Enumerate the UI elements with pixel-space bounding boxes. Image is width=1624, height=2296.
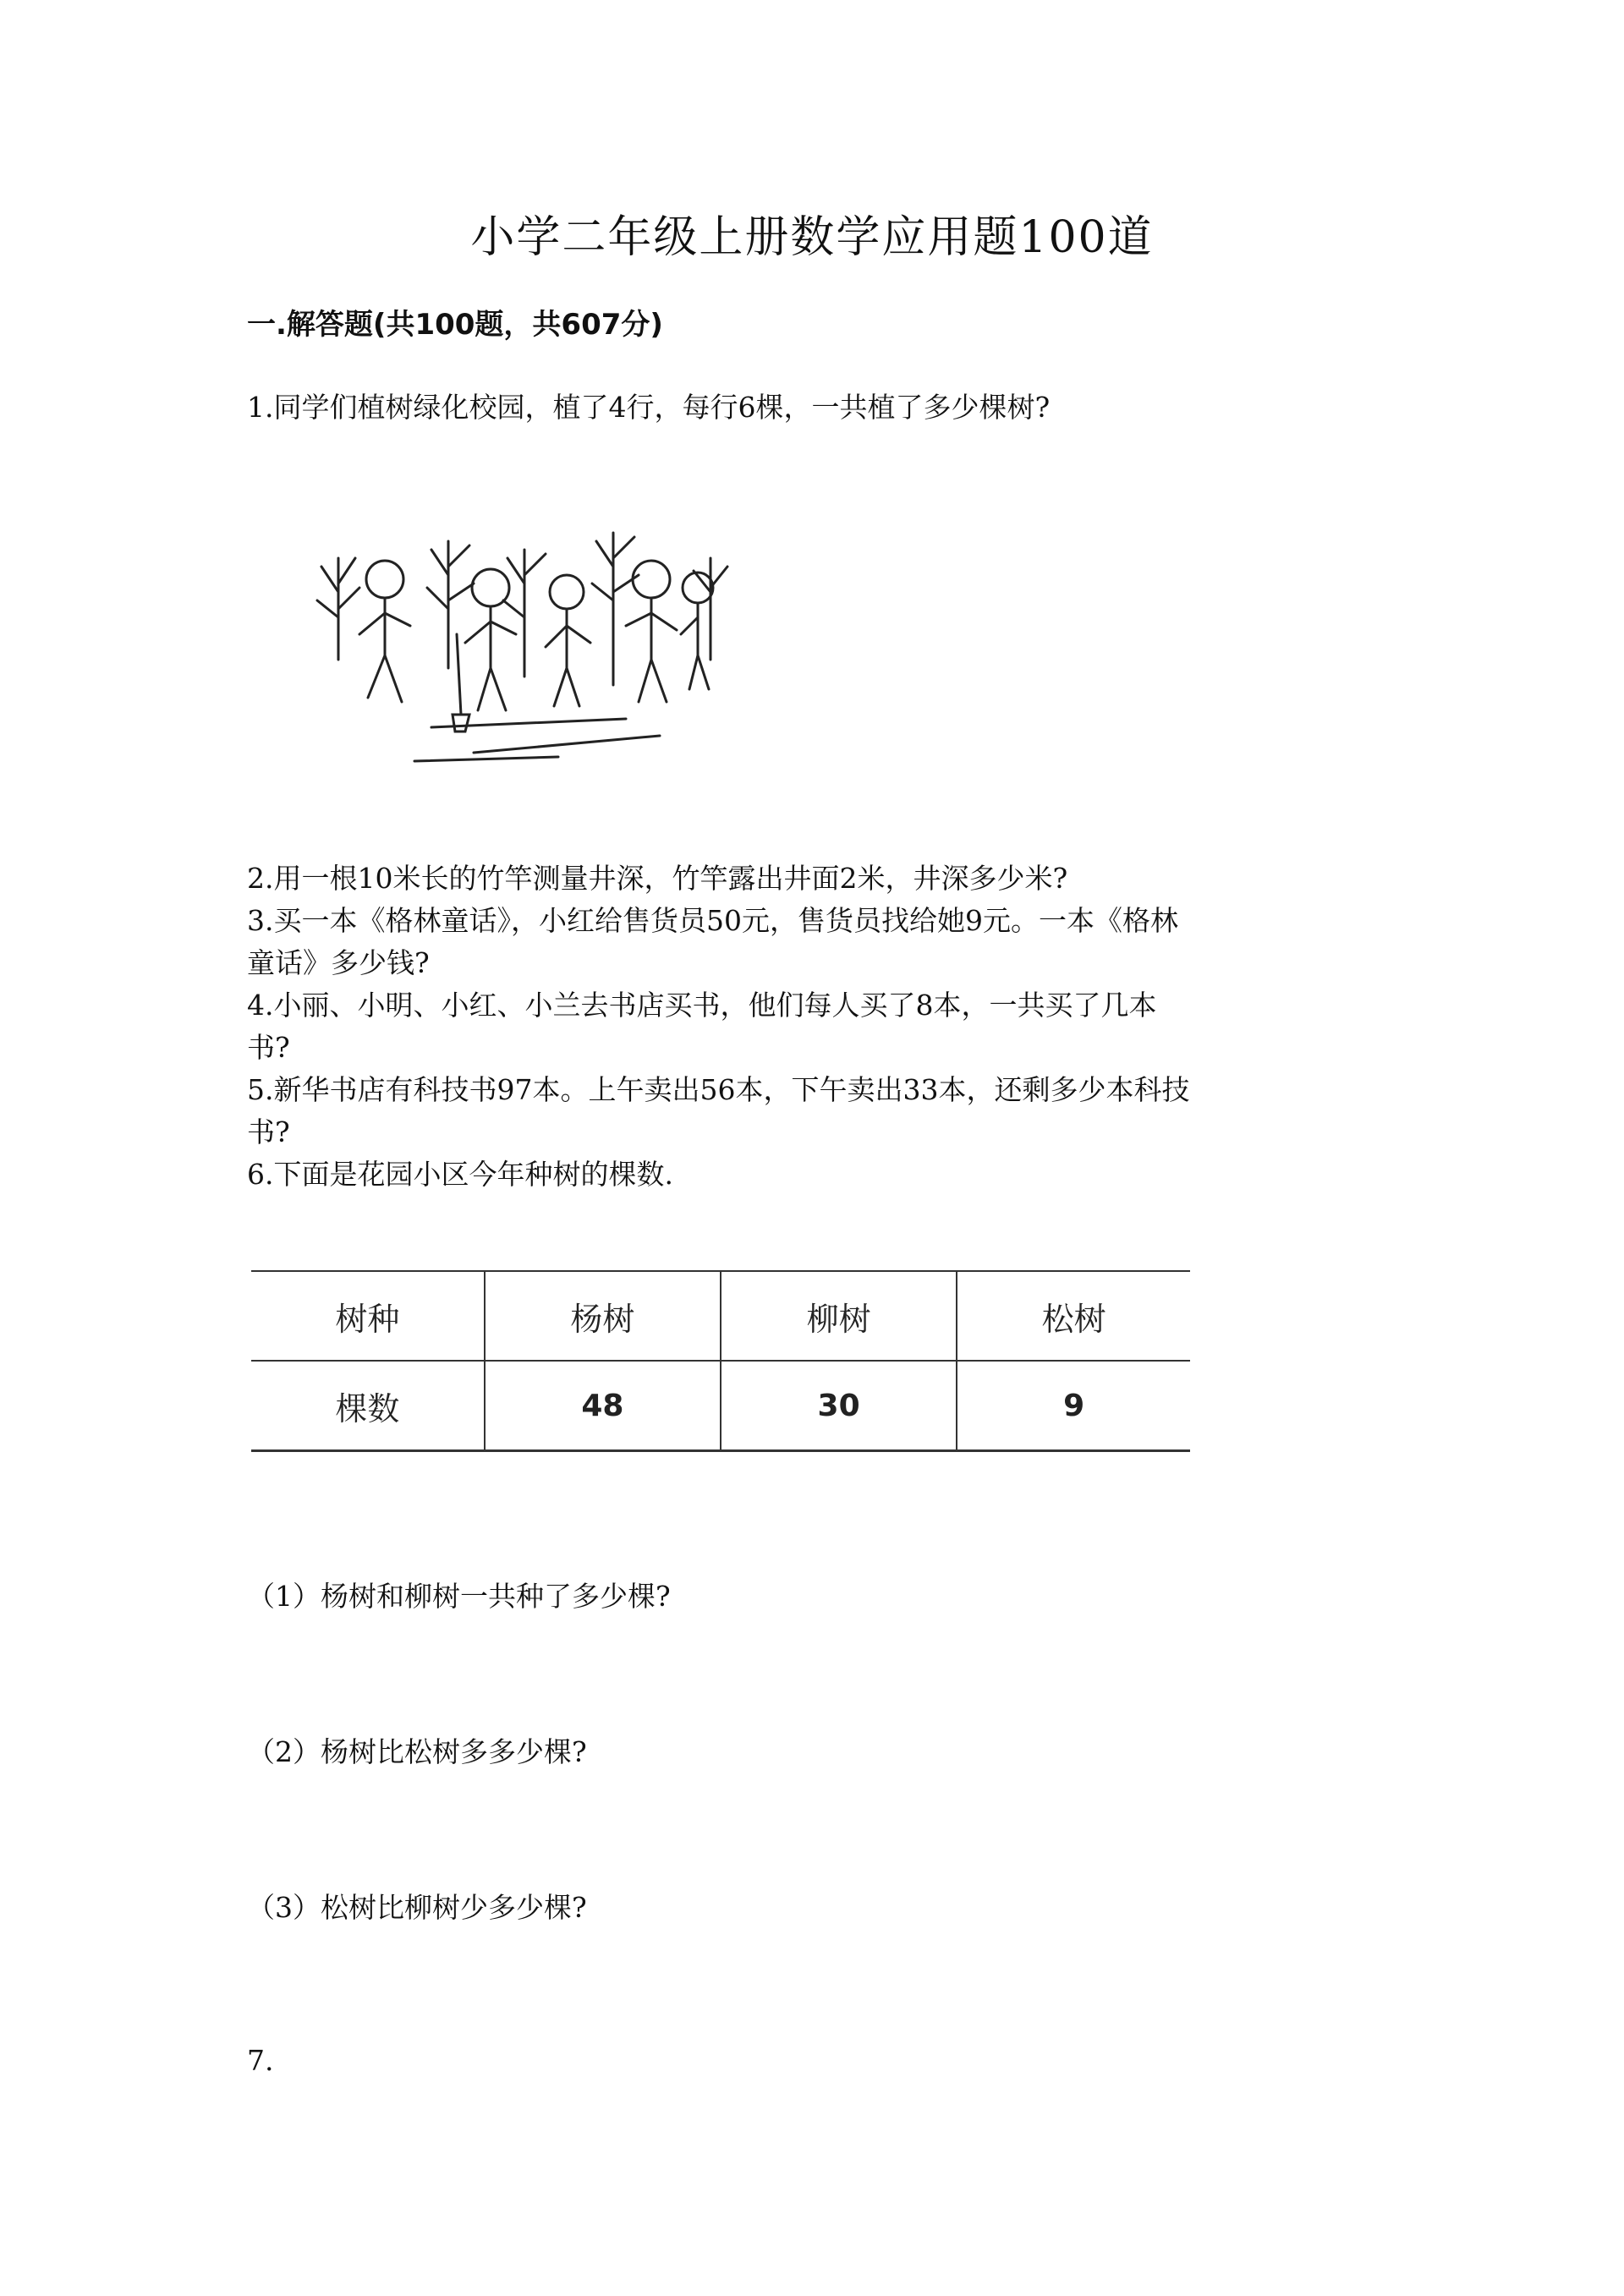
table-cell: 30 (721, 1361, 957, 1451)
question-4-line1: 4.小丽、小明、小红、小兰去书店买书，他们每人买了8本，一共买了几本 (247, 989, 1157, 1022)
table-cell: 棵数 (251, 1361, 485, 1451)
table-cell: 48 (485, 1361, 721, 1451)
table-cell: 松树 (957, 1271, 1190, 1361)
question-5-line1: 5.新华书店有科技书97本。上午卖出56本，下午卖出33本，还剩多少本科技 (247, 1073, 1190, 1106)
question-7: 7. (247, 2044, 274, 2077)
page-title: 小学二年级上册数学应用题100道 (470, 212, 1154, 263)
table-cell: 树种 (251, 1271, 485, 1361)
question-2: 2.用一根10米长的竹竿测量井深，竹竿露出井面2米，井深多少米? (247, 862, 1068, 895)
table-cell: 9 (957, 1361, 1190, 1451)
question-6-sub-3: （3）松树比柳树少多少棵? (247, 1891, 587, 1924)
question-1: 1.同学们植树绿化校园，植了4行，每行6棵，一共植了多少棵树? (247, 391, 1051, 424)
question-5-line2: 书? (247, 1115, 290, 1148)
question-3-line2: 童话》多少钱? (247, 946, 430, 979)
table-cell: 杨树 (485, 1271, 721, 1361)
question-6-sub-2: （2）杨树比松树多多少棵? (247, 1735, 587, 1768)
section-heading: 一.解答题(共100题，共607分) (247, 308, 663, 342)
table-header-row (251, 1271, 1190, 1361)
question-4-line2: 书? (247, 1031, 290, 1064)
question-6-sub-1: （1）杨树和柳树一共种了多少棵? (247, 1580, 671, 1613)
table-row (251, 1361, 1190, 1451)
tree-count-table (251, 1270, 1190, 1452)
table-cell: 柳树 (721, 1271, 957, 1361)
question-3-line1: 3.买一本《格林童话》，小红给售货员50元，售货员找给她9元。一本《格林 (247, 904, 1178, 937)
children-planting-trees-illustration (304, 507, 744, 778)
question-6: 6.下面是花园小区今年种树的棵数. (247, 1158, 673, 1191)
